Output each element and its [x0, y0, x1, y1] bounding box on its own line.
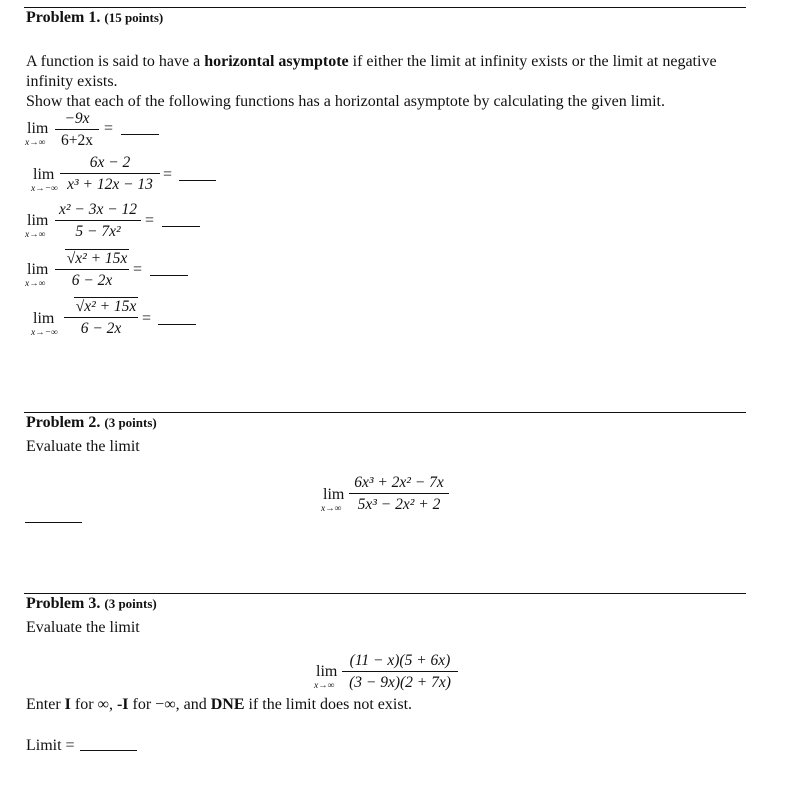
problem3-enter-instructions [26, 695, 412, 715]
fraction-bar [55, 220, 141, 221]
problem2-answer-field[interactable] [25, 522, 82, 523]
intro-after: if either the limit at infinity exists or the limit at negative [352, 53, 717, 70]
problem3-heading [26, 595, 157, 613]
fraction-2 [60, 154, 160, 194]
problem1-points: (15 points) [104, 10, 164, 25]
fraction-bar [55, 269, 129, 270]
fraction-bar [349, 493, 449, 494]
lim-subscript: x→−∞ [31, 184, 58, 194]
numerator: √x² + 15x [66, 250, 128, 267]
denominator: 6 − 2x [71, 272, 113, 289]
lim-subscript: x→∞ [314, 681, 335, 691]
fraction-1 [55, 110, 99, 150]
problem3-fraction [342, 652, 458, 692]
lim-word: lim [33, 310, 55, 327]
denominator: 6 − 2x [80, 320, 122, 337]
answer-field-1[interactable] [121, 134, 159, 135]
enter-I: I [64, 696, 71, 713]
fraction-4 [55, 249, 129, 290]
lim-subscript: x→−∞ [31, 328, 58, 338]
enter-DNE: DNE [210, 696, 245, 713]
problem2-fraction [349, 474, 449, 514]
enter-text: if the limit does not exist. [248, 696, 413, 713]
problem2-heading [26, 414, 157, 432]
fraction-5 [64, 297, 138, 338]
equals-sign: = [142, 310, 152, 327]
numerator: (11 − x)(5 + 6x) [349, 652, 451, 669]
lim-subscript: x→∞ [25, 279, 46, 289]
fraction-bar [64, 317, 138, 318]
fraction-3 [55, 201, 141, 241]
problem3-prompt: Evaluate the limit [26, 619, 140, 636]
instruction: Show that each of the following functions has a horizontal asymptote by calculating the given limit. [26, 93, 665, 110]
problem1-heading [26, 9, 163, 27]
answer-field-4[interactable] [150, 275, 188, 276]
fraction-bar [55, 129, 99, 130]
numerator: x² − 3x − 12 [58, 201, 138, 218]
problem1-intro [26, 52, 756, 112]
lim-subscript: x→∞ [321, 504, 342, 514]
numerator: 6x − 2 [89, 154, 131, 171]
lim-subscript: x→∞ [25, 138, 46, 148]
problem3-points: (3 points) [104, 596, 157, 611]
numerator: √x² + 15x [75, 298, 137, 315]
answer-field-5[interactable] [158, 324, 196, 325]
denominator: x³ + 12x − 13 [67, 176, 153, 193]
answer-field-3[interactable] [162, 226, 200, 227]
limit-label: Limit = [26, 737, 75, 754]
problem1-title: Problem 1. [26, 9, 101, 26]
lim-word: lim [27, 261, 49, 278]
denominator: 5 − 7x² [75, 223, 121, 240]
top-rule [24, 7, 746, 8]
lim-subscript: x→∞ [25, 230, 46, 240]
denominator: (3 − 9x)(2 + 7x) [349, 674, 451, 691]
answer-field-2[interactable] [179, 180, 216, 181]
equals-sign: = [133, 261, 143, 278]
enter-text: for ∞, [74, 696, 113, 713]
enter-text: for −∞, and [132, 696, 207, 713]
fraction-bar [60, 173, 160, 174]
numerator: −9x [64, 110, 90, 127]
equals-sign: = [163, 166, 173, 183]
fraction-bar [342, 671, 458, 672]
intro-before: A function is said to have a [26, 53, 201, 70]
equals-sign: = [104, 120, 114, 137]
intro-bold-term: horizontal asymptote [204, 53, 349, 70]
problem3-title: Problem 3. [26, 595, 101, 612]
lim-word: lim [27, 212, 49, 229]
denominator: 5x³ − 2x² + 2 [357, 496, 441, 513]
lim-word: lim [323, 486, 345, 503]
enter-text: Enter [26, 696, 61, 713]
intro-line2: infinity exists. [26, 73, 118, 90]
equals-sign: = [145, 212, 155, 229]
problem2-title: Problem 2. [26, 414, 101, 431]
lim-word: lim [316, 663, 338, 680]
problem3-rule [24, 593, 746, 594]
problem2-rule [24, 412, 746, 413]
lim-word: lim [27, 120, 49, 137]
problem3-answer-field[interactable] [80, 750, 137, 751]
problem2-prompt: Evaluate the limit [26, 438, 140, 455]
denominator: 6+2x [61, 132, 93, 149]
problem2-points: (3 points) [104, 415, 157, 430]
numerator: 6x³ + 2x² − 7x [354, 474, 444, 491]
enter-negI: -I [116, 696, 129, 713]
lim-word: lim [33, 166, 55, 183]
